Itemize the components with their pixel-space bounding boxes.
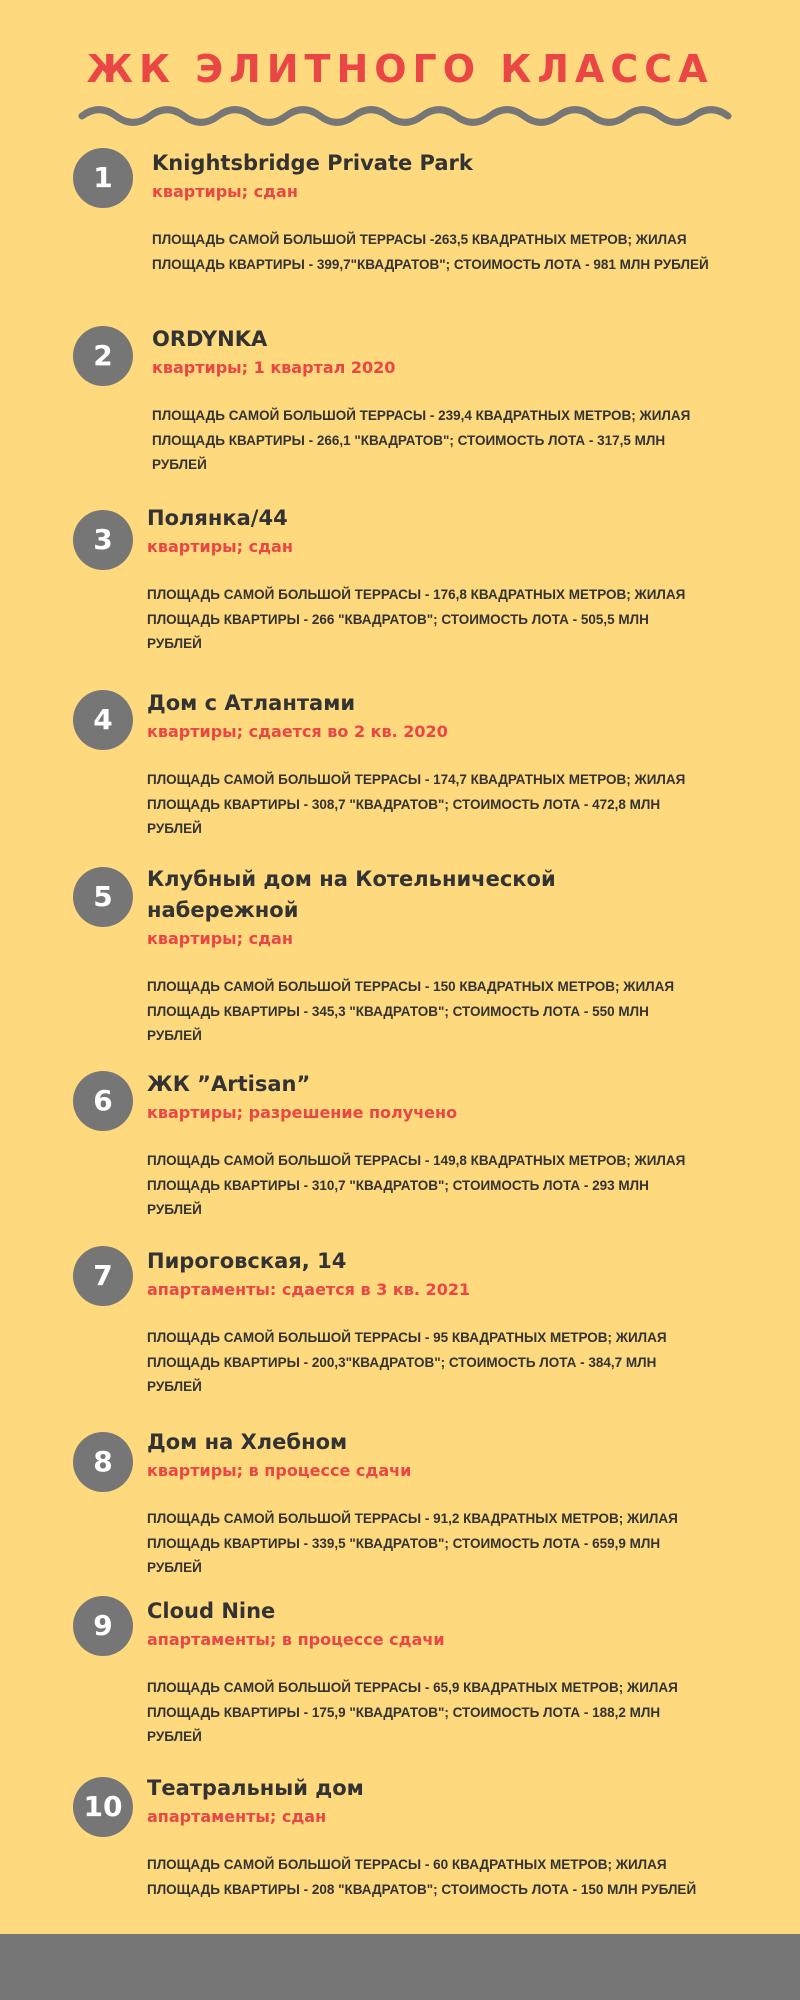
- item-description: ПЛОЩАДЬ САМОЙ БОЛЬШОЙ ТЕРРАСЫ - 149,8 КВАДРАТНЫХ МЕТРОВ; ЖИЛАЯ ПЛОЩАДЬ КВАРТИРЫ - 310,7 "КВАДРАТОВ"; СТОИМОСТЬ ЛОТА - 293 МЛН РУБЛЕЙ: [147, 1153, 686, 1217]
- item-number-badge: 5: [73, 867, 133, 927]
- item-title: Дом с Атлантами: [147, 691, 356, 715]
- item-number-badge: 7: [73, 1246, 133, 1306]
- item-description: ПЛОЩАДЬ САМОЙ БОЛЬШОЙ ТЕРРАСЫ - 174,7 КВАДРАТНЫХ МЕТРОВ; ЖИЛАЯ ПЛОЩАДЬ КВАРТИРЫ - 308,7 "КВАДРАТОВ"; СТОИМОСТЬ ЛОТА - 472,8 МЛН РУБЛЕЙ: [147, 772, 686, 836]
- item-description: ПЛОЩАДЬ САМОЙ БОЛЬШОЙ ТЕРРАСЫ - 176,8 КВАДРАТНЫХ МЕТРОВ; ЖИЛАЯ ПЛОЩАДЬ КВАРТИРЫ - 266 "КВАДРАТОВ"; СТОИМОСТЬ ЛОТА - 505,5 МЛН РУБЛЕЙ: [147, 587, 686, 651]
- item-title: Дом на Хлебном: [147, 1430, 348, 1454]
- item-status: апартаменты; сдан: [147, 1807, 327, 1826]
- item-status: апартаменты: сдается в 3 кв. 2021: [147, 1280, 471, 1299]
- item-description: ПЛОЩАДЬ САМОЙ БОЛЬШОЙ ТЕРРАСЫ - 150 КВАДРАТНЫХ МЕТРОВ; ЖИЛАЯ ПЛОЩАДЬ КВАРТИРЫ - 345,3 "КВАДРАТОВ"; СТОИМОСТЬ ЛОТА - 550 МЛН РУБЛЕЙ: [147, 979, 675, 1043]
- item-title: Театральный дом: [147, 1776, 364, 1800]
- item-status: апартаменты; в процессе сдачи: [147, 1630, 445, 1649]
- item-number-badge: 4: [73, 690, 133, 750]
- item-description: ПЛОЩАДЬ САМОЙ БОЛЬШОЙ ТЕРРАСЫ -263,5 КВАДРАТНЫХ МЕТРОВ; ЖИЛАЯ ПЛОЩАДЬ КВАРТИРЫ - 399,7"КВАДРАТОВ"; СТОИМОСТЬ ЛОТА - 981 МЛН РУБЛЕЙ: [152, 232, 709, 272]
- item-title: Пироговская, 14: [147, 1249, 347, 1273]
- item-status: квартиры; разрешение получено: [147, 1103, 458, 1122]
- item-number-badge: 1: [73, 148, 133, 208]
- item-description: ПЛОЩАДЬ САМОЙ БОЛЬШОЙ ТЕРРАСЫ - 95 КВАДРАТНЫХ МЕТРОВ; ЖИЛАЯ ПЛОЩАДЬ КВАРТИРЫ - 200,3"КВАДРАТОВ"; СТОИМОСТЬ ЛОТА - 384,7 МЛН РУБЛЕЙ: [147, 1330, 667, 1394]
- item-description: ПЛОЩАДЬ САМОЙ БОЛЬШОЙ ТЕРРАСЫ - 91,2 КВАДРАТНЫХ МЕТРОВ; ЖИЛАЯ ПЛОЩАДЬ КВАРТИРЫ - 339,5 "КВАДРАТОВ"; СТОИМОСТЬ ЛОТА - 659,9 МЛН РУБЛЕЙ: [147, 1511, 678, 1575]
- item-number-badge: 8: [73, 1432, 133, 1492]
- item-number-badge: 6: [73, 1071, 133, 1131]
- item-description: ПЛОЩАДЬ САМОЙ БОЛЬШОЙ ТЕРРАСЫ - 60 КВАДРАТНЫХ МЕТРОВ; ЖИЛАЯ ПЛОЩАДЬ КВАРТИРЫ - 208 "КВАДРАТОВ"; СТОИМОСТЬ ЛОТА - 150 МЛН РУБЛЕЙ: [147, 1857, 697, 1897]
- item-status: квартиры; сдается во 2 кв. 2020: [147, 722, 448, 741]
- item-title: ORDYNKA: [152, 327, 268, 351]
- item-number-badge: 3: [73, 510, 133, 570]
- item-status: квартиры; сдан: [147, 537, 293, 556]
- item-status: квартиры; сдан: [147, 929, 293, 948]
- item-status: квартиры; сдан: [152, 182, 298, 201]
- footer-band: [0, 1934, 800, 2000]
- page-title: ЖК ЭЛИТНОГО КЛАССА: [86, 47, 714, 91]
- item-title: Knightsbridge Private Park: [152, 151, 473, 175]
- item-description: ПЛОЩАДЬ САМОЙ БОЛЬШОЙ ТЕРРАСЫ - 239,4 КВАДРАТНЫХ МЕТРОВ; ЖИЛАЯ ПЛОЩАДЬ КВАРТИРЫ - 266,1 "КВАДРАТОВ"; СТОИМОСТЬ ЛОТА - 317,5 МЛН РУБЛЕЙ: [152, 408, 691, 472]
- item-title: Полянка/44: [147, 506, 288, 530]
- item-title: ЖК ”Artisan”: [147, 1072, 311, 1096]
- item-title: Клубный дом на Котельнической набережной: [147, 867, 556, 922]
- wavy-divider: [78, 102, 758, 130]
- item-status: квартиры; в процессе сдачи: [147, 1461, 412, 1480]
- item-description: ПЛОЩАДЬ САМОЙ БОЛЬШОЙ ТЕРРАСЫ - 65,9 КВАДРАТНЫХ МЕТРОВ; ЖИЛАЯ ПЛОЩАДЬ КВАРТИРЫ - 175,9 "КВАДРАТОВ"; СТОИМОСТЬ ЛОТА - 188,2 МЛН РУБЛЕЙ: [147, 1680, 678, 1744]
- item-status: квартиры; 1 квартал 2020: [152, 358, 396, 377]
- item-title: Cloud Nine: [147, 1599, 276, 1623]
- item-number-badge: 2: [73, 326, 133, 386]
- item-number-badge: 9: [73, 1596, 133, 1656]
- item-number-badge: 10: [73, 1777, 133, 1837]
